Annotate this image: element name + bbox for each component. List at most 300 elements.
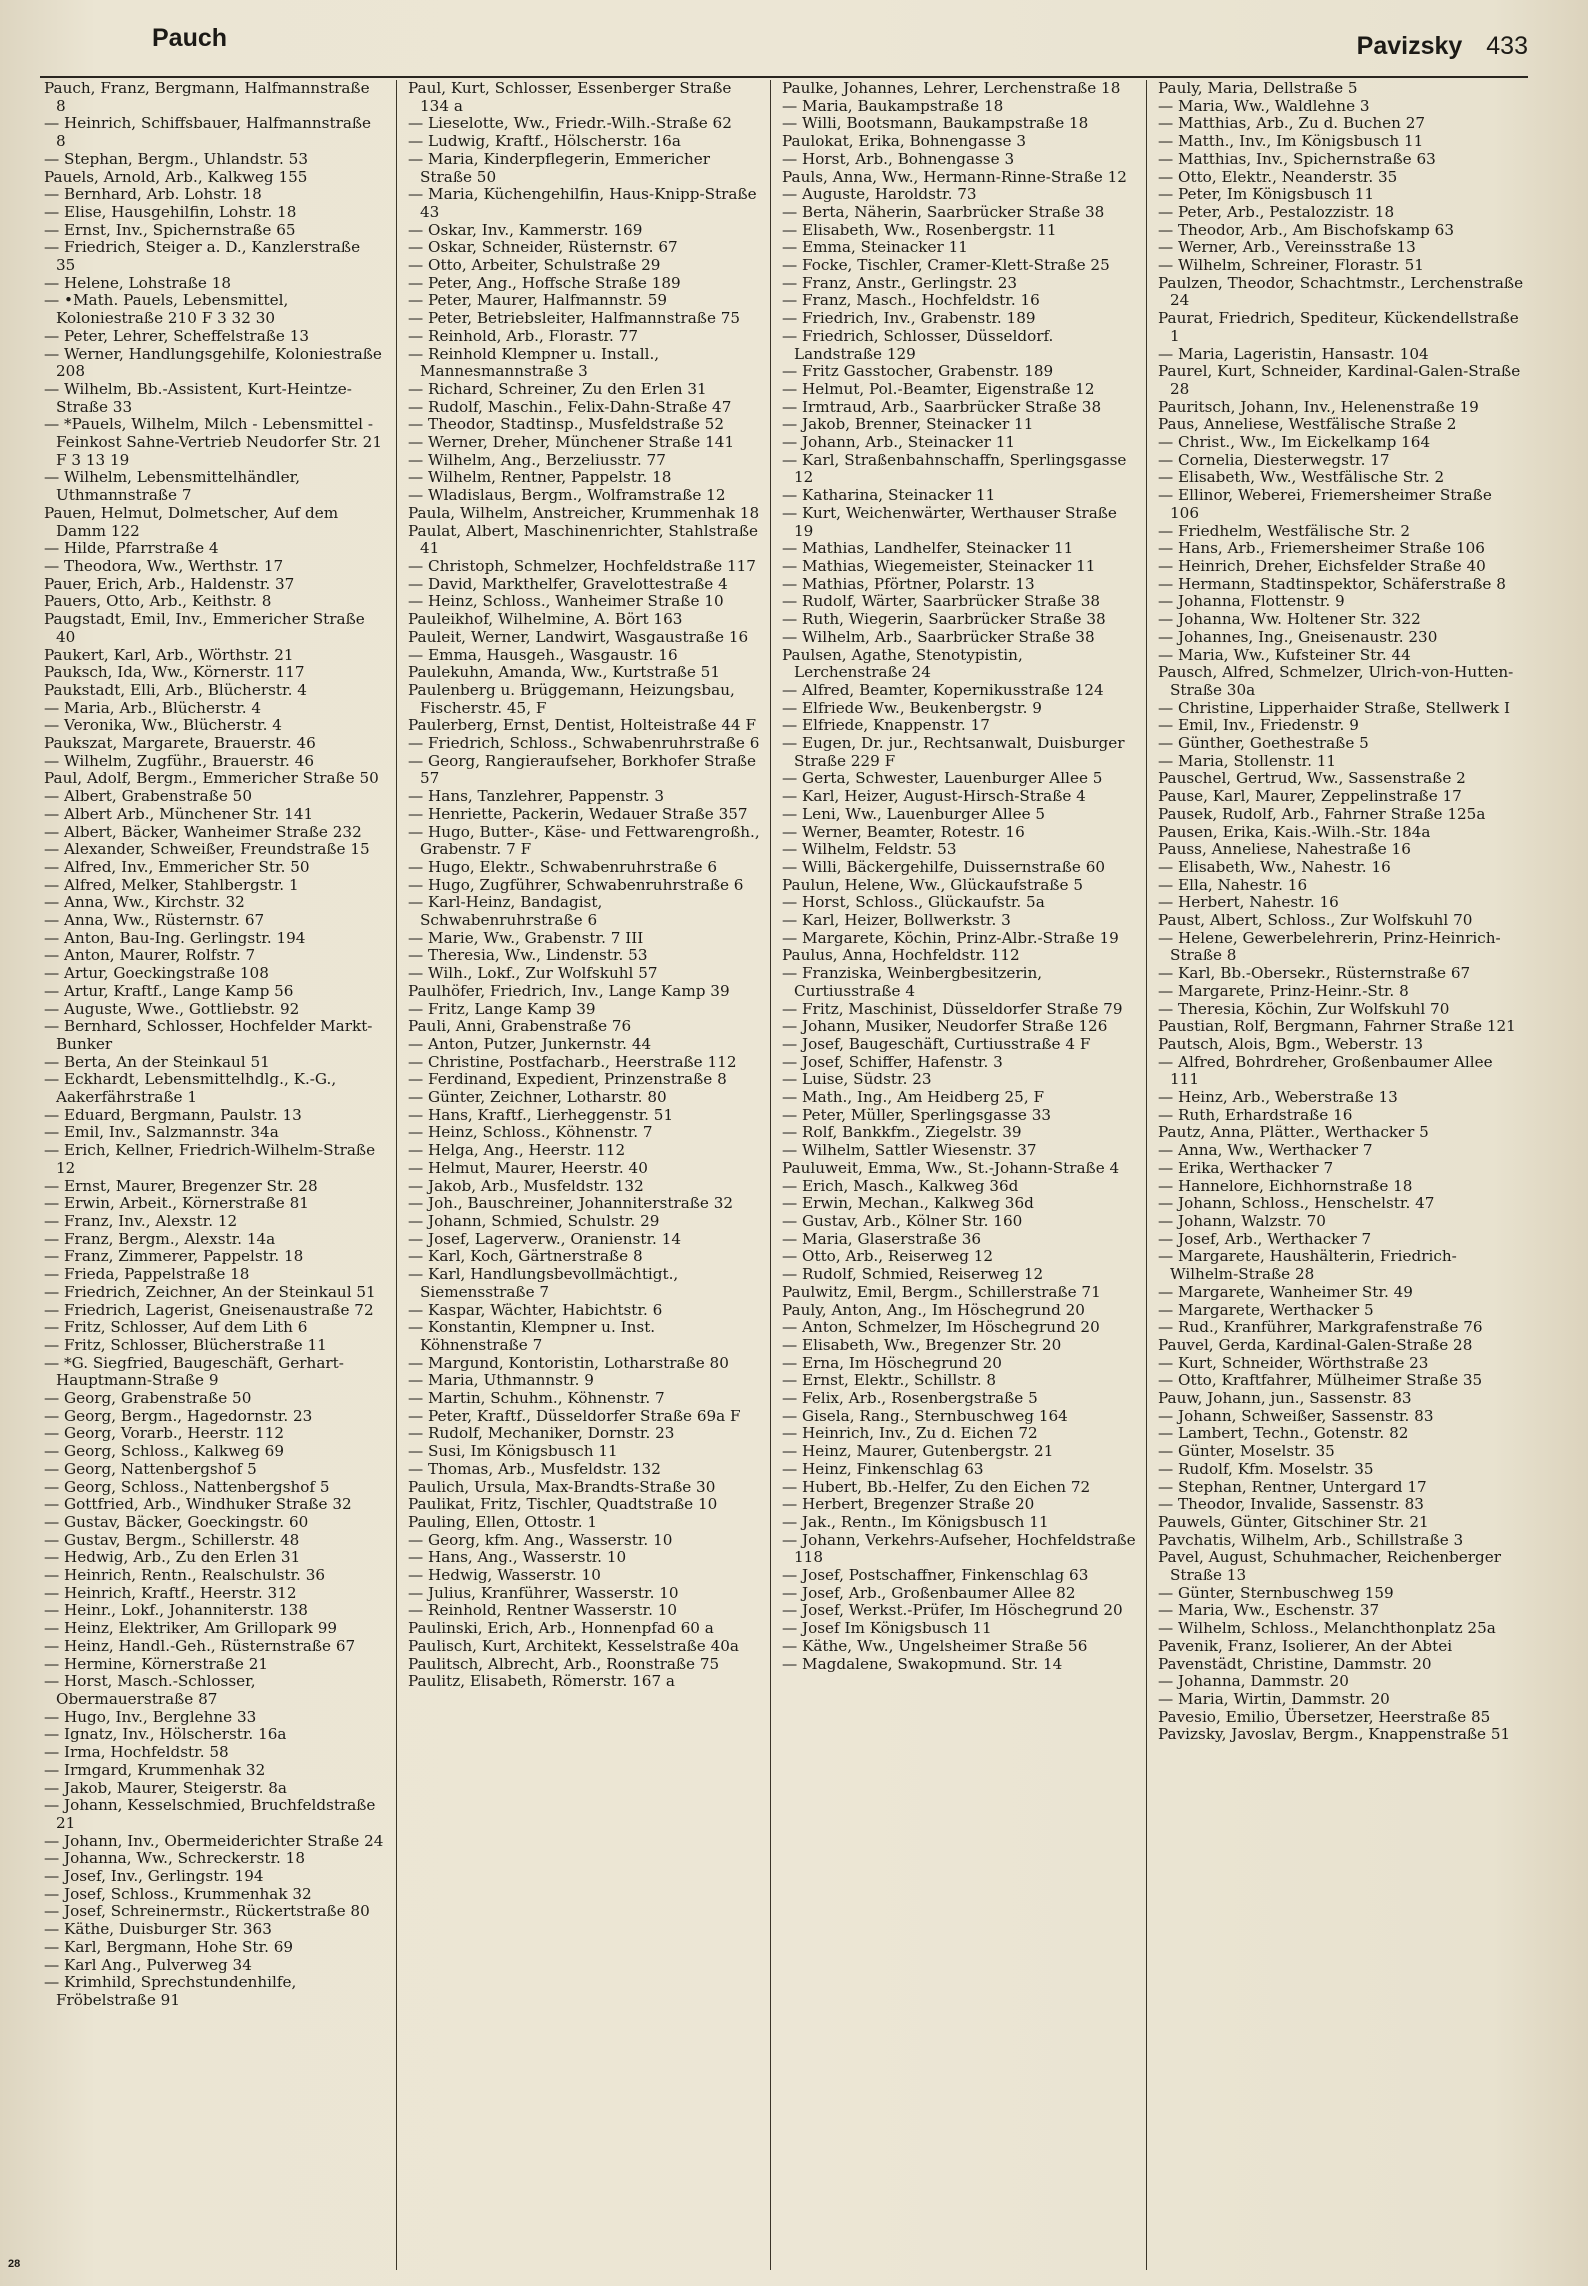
directory-entry: — Friedrich, Zeichner, An der Steinkaul 51 [44, 1282, 376, 1301]
directory-entry: — Oskar, Inv., Kammerstr. 169 [408, 220, 643, 239]
directory-entry: — Alfred, Beamter, Kopernikusstraße 124 [782, 680, 1104, 699]
header-last-entry: Pavizsky [1356, 32, 1463, 60]
directory-entry: — Anna, Ww., Werthacker 7 [1158, 1141, 1373, 1160]
directory-entry: — Otto, Kraftfahrer, Mülheimer Straße 35 [1158, 1371, 1483, 1390]
directory-entry: — Horst, Masch.-Schlosser, Obermauerstraße 87 [44, 1672, 256, 1708]
directory-entry: — Karl, Straßenbahnschaffn, Sperlingsgasse 12 [782, 450, 1127, 487]
directory-entry: — Josef, Schiffer, Hafenstr. 3 [782, 1052, 1003, 1071]
directory-entry: — Veronika, Ww., Blücherstr. 4 [44, 716, 282, 735]
directory-entry: — Margarete, Köchin, Prinz-Albr.-Straße 19 [782, 928, 1119, 947]
directory-entry: — *Pauels, Wilhelm, Milch - Lebensmittel - Feinkost Sahne-Vertrieb Neudorfer Str. 21 F 3 13 19 [44, 415, 382, 469]
directory-entry: Paukstadt, Elli, Arb., Blücherstr. 4 [44, 680, 307, 699]
directory-entry: — Günther, Goethestraße 5 [1158, 734, 1369, 753]
directory-entry: Pauritsch, Johann, Inv., Helenenstraße 19 [1158, 397, 1479, 416]
directory-entry: Pauch, Franz, Bergmann, Halfmannstraße 8 [44, 80, 370, 115]
directory-entry: — Maria, Ww., Eschenstr. 37 [1158, 1601, 1380, 1620]
directory-entry: — Gerta, Schwester, Lauenburger Allee 5 [782, 769, 1103, 788]
directory-entry: — Josef, Schreinermstr., Rückertstraße 80 [44, 1902, 370, 1921]
directory-entry: — Wilhelm, Schreiner, Florastr. 51 [1158, 256, 1424, 275]
directory-entry: — Otto, Arb., Reiserweg 12 [782, 1247, 994, 1266]
directory-entry: — Otto, Arbeiter, Schulstraße 29 [408, 256, 661, 275]
directory-entry: — Friedrich, Inv., Grabenstr. 189 [782, 309, 1036, 328]
directory-entry: Pauvel, Gerda, Kardinal-Galen-Straße 28 [1158, 1335, 1473, 1354]
directory-entry: — Erich, Kellner, Friedrich-Wilhelm-Straße 12 [44, 1141, 376, 1177]
directory-entry: Pauling, Ellen, Ottostr. 1 [408, 1512, 598, 1531]
directory-entry: — Johann, Musiker, Neudorfer Straße 126 [782, 1017, 1108, 1036]
directory-entry: — Hans, Arb., Friemersheimer Straße 106 [1158, 539, 1485, 558]
directory-entry: — Erwin, Arbeit., Körnerstraße 81 [44, 1194, 309, 1213]
directory-entry: Pauer, Erich, Arb., Haldenstr. 37 [44, 574, 295, 593]
directory-entry: — Josef Im Königsbusch 11 [782, 1619, 992, 1638]
directory-entry: — Elisabeth, Ww., Bregenzer Str. 20 [782, 1335, 1062, 1354]
directory-entry: — Auguste, Haroldstr. 73 [782, 185, 977, 204]
directory-entry: — Heinz, Handl.-Geh., Rüsternstraße 67 [44, 1636, 356, 1655]
directory-entry: — Karl, Bergmann, Hohe Str. 69 [44, 1937, 294, 1956]
directory-entry: — Alexander, Schweißer, Freundstraße 15 [44, 840, 370, 859]
directory-entry: — Friedrich, Lagerist, Gneisenaustraße 72 [44, 1300, 374, 1319]
directory-entry: Paul, Adolf, Bergm., Emmericher Straße 50 [44, 769, 379, 788]
directory-entry: — Alfred, Melker, Stahlbergstr. 1 [44, 875, 299, 894]
directory-entry: — Wilhelm, Sattler Wiesenstr. 37 [782, 1141, 1037, 1160]
directory-entry: — Reinhold, Arb., Florastr. 77 [408, 326, 638, 345]
directory-entry: — Helmut, Maurer, Heerstr. 40 [408, 1158, 648, 1177]
directory-entry: — Magdalene, Swakopmund. Str. 14 [782, 1654, 1063, 1673]
directory-entry: Paulisch, Kurt, Architekt, Kesselstraße 40a [408, 1636, 739, 1655]
directory-entry: — Maria, Stollenstr. 11 [1158, 751, 1337, 770]
directory-entry: — Josef, Baugeschäft, Curtiusstraße 4 F [782, 1034, 1091, 1053]
directory-entry: — Maria, Ww., Waldlehne 3 [1158, 96, 1370, 115]
directory-entry: — Elfriede Ww., Beukenbergstr. 9 [782, 698, 1042, 717]
directory-entry: Pautsch, Alois, Bgm., Weberstr. 13 [1158, 1034, 1424, 1053]
directory-entry: — Hedwig, Arb., Zu den Erlen 31 [44, 1548, 301, 1567]
directory-entry: Pauers, Otto, Arb., Keithstr. 8 [44, 592, 272, 611]
directory-entry: — Matthias, Arb., Zu d. Buchen 27 [1158, 114, 1426, 133]
directory-entry: — *G. Siegfried, Baugeschäft, Gerhart-Hauptmann-Straße 9 [44, 1353, 344, 1390]
directory-entry: — Wilhelm, Feldstr. 53 [782, 840, 957, 859]
directory-entry: Paustian, Rolf, Bergmann, Fahrner Straße 121 [1158, 1017, 1516, 1036]
directory-entry: — Rud., Kranführer, Markgrafenstraße 76 [1158, 1318, 1483, 1337]
directory-entry: — Horst, Arb., Bohnengasse 3 [782, 149, 1015, 168]
directory-entry: — Georg, Vorarb., Heerstr. 112 [44, 1424, 285, 1443]
directory-entry: — Hermann, Stadtinspektor, Schäferstraße 8 [1158, 574, 1506, 593]
directory-entry: — Maria, Wirtin, Dammstr. 20 [1158, 1689, 1390, 1708]
directory-entry: — Elisabeth, Ww., Westfälische Str. 2 [1158, 468, 1445, 487]
footer-mark: 28 [8, 2258, 21, 2270]
directory-entry: — Friedrich, Schlosser, Düsseldorf. Landstraße 129 [782, 326, 1054, 363]
directory-entry: — Franz, Bergm., Alexstr. 14a [44, 1229, 276, 1248]
directory-entry: — Thomas, Arb., Musfeldstr. 132 [408, 1459, 661, 1478]
directory-entry: — David, Markthelfer, Gravelottestraße 4 [408, 574, 728, 593]
directory-entry: — Maria, Küchengehilfin, Haus-Knipp-Straße 43 [408, 185, 757, 221]
directory-entry: Pauly, Maria, Dellstraße 5 [1158, 80, 1358, 97]
directory-entry: Paulitz, Elisabeth, Römerstr. 167 a [408, 1672, 675, 1691]
directory-entry: — Krimhild, Sprechstundenhilfe, Fröbelstraße 91 [44, 1973, 297, 2009]
directory-entry: — Peter, Kraftf., Düsseldorfer Straße 69a F [408, 1406, 741, 1425]
directory-entry: — Helene, Lohstraße 18 [44, 273, 232, 292]
directory-entry: — Franziska, Weinbergbesitzerin, Curtiusstraße 4 [782, 964, 1043, 1000]
directory-entry: — Otto, Elektr., Neanderstr. 35 [1158, 167, 1398, 186]
directory-entry: — Johannes, Ing., Gneisenaustr. 230 [1158, 627, 1438, 646]
directory-entry: — Hilde, Pfarrstraße 4 [44, 539, 219, 558]
directory-entry: — Mathias, Landhelfer, Steinacker 11 [782, 539, 1074, 558]
directory-entry: — Erich, Masch., Kalkweg 36d [782, 1176, 1019, 1195]
directory-entry: — Josef, Lagerverw., Oranienstr. 14 [408, 1229, 682, 1248]
directory-entry: — Wilhelm, Zugführ., Brauerstr. 46 [44, 751, 315, 770]
directory-entry: — Gottfried, Arb., Windhuker Straße 32 [44, 1495, 352, 1514]
directory-entry: — Oskar, Schneider, Rüsternstr. 67 [408, 238, 678, 257]
directory-entry: — Maria, Baukampstraße 18 [782, 96, 1004, 115]
directory-entry: — Wladislaus, Bergm., Wolframstraße 12 [408, 486, 726, 505]
directory-entry: Pautz, Anna, Plätter., Werthacker 5 [1158, 1123, 1429, 1142]
directory-entry: — Ludwig, Kraftf., Hölscherstr. 16a [408, 132, 681, 151]
directory-entry: — Richard, Schreiner, Zu den Erlen 31 [408, 379, 707, 398]
directory-entry: — Ella, Nahestr. 16 [1158, 875, 1308, 894]
directory-entry: — Heinz, Elektriker, Am Grillopark 99 [44, 1619, 338, 1638]
page-number: 433 [1486, 32, 1528, 60]
directory-entry: Pavesio, Emilio, Übersetzer, Heerstraße 85 [1158, 1707, 1491, 1726]
directory-entry: — Johann, Inv., Obermeiderichter Straße 24 [44, 1831, 384, 1850]
directory-entry: — Elisabeth, Ww., Nahestr. 16 [1158, 857, 1391, 876]
directory-entry: — Wilhelm, Lebensmittelhändler, Uthmannstraße 7 [44, 468, 301, 505]
directory-entry: — Anna, Ww., Kirchstr. 32 [44, 893, 245, 912]
directory-entry: — Friedhelm, Westfälische Str. 2 [1158, 521, 1411, 540]
directory-entry: — Johanna, Ww., Schreckerstr. 18 [44, 1849, 306, 1868]
directory-entry: — Konstantin, Klempner u. Inst. Köhnenstraße 7 [408, 1318, 656, 1354]
directory-entry: — Fritz Gasstocher, Grabenstr. 189 [782, 362, 1054, 381]
directory-entry: — Anton, Putzer, Junkernstr. 44 [408, 1034, 652, 1053]
directory-entry: — Friedrich, Steiger a. D., Kanzlerstraße 35 [44, 238, 361, 275]
directory-entry: Pausch, Alfred, Schmelzer, Ulrich-von-Hutten-Straße 30a [1158, 663, 1514, 699]
column-4 [1158, 80, 1524, 2270]
directory-entry: — Josef, Arb., Großenbaumer Allee 82 [782, 1583, 1076, 1602]
directory-entry: — Fritz, Lange Kamp 39 [408, 999, 596, 1018]
directory-entry: — Ferdinand, Expedient, Prinzenstraße 8 [408, 1070, 727, 1089]
directory-entry: — Elisabeth, Ww., Rosenbergstr. 11 [782, 220, 1057, 239]
directory-entry: — Karl, Handlungsbevollmächtigt., Siemensstraße 7 [408, 1265, 679, 1301]
directory-entry: — Franz, Inv., Alexstr. 12 [44, 1212, 238, 1230]
directory-entry: — Karl, Heizer, August-Hirsch-Straße 4 [782, 787, 1086, 806]
header-last-entry-block [1357, 32, 1528, 61]
column-divider [770, 80, 771, 2270]
directory-entry: — Ernst, Inv., Spichernstraße 65 [44, 220, 296, 239]
directory-entry: — Artur, Kraftf., Lange Kamp 56 [44, 981, 294, 1000]
directory-entry: — Julius, Kranführer, Wasserstr. 10 [408, 1583, 679, 1602]
column-2 [408, 80, 760, 2270]
directory-entry: — Rolf, Bankkfm., Ziegelstr. 39 [782, 1123, 1022, 1142]
directory-entry: — Johanna, Dammstr. 20 [1158, 1672, 1349, 1691]
directory-entry: — Wilh., Lokf., Zur Wolfskuhl 57 [408, 964, 658, 983]
directory-entry: Paulzen, Theodor, Schachtmstr., Lerchenstraße 24 [1158, 273, 1524, 310]
directory-entry: Pavel, August, Schuhmacher, Reichenberger Straße 13 [1158, 1548, 1501, 1585]
directory-entry: Pauly, Anton, Ang., Im Höschegrund 20 [782, 1300, 1085, 1319]
directory-entry: Paulhöfer, Friedrich, Inv., Lange Kamp 39 [408, 981, 730, 1000]
directory-entry: — Karl Ang., Pulverweg 34 [44, 1955, 252, 1974]
directory-entry: — Wilhelm, Bb.-Assistent, Kurt-Heintze-Straße 33 [44, 379, 352, 416]
directory-entry: — Peter, Lehrer, Scheffelstraße 13 [44, 326, 310, 345]
directory-entry: — Franz, Zimmerer, Pappelstr. 18 [44, 1247, 304, 1266]
directory-entry: — Auguste, Wwe., Gottliebstr. 92 [44, 999, 300, 1018]
directory-entry: — Günter, Moselstr. 35 [1158, 1442, 1335, 1461]
directory-entry: — Werner, Dreher, Münchener Straße 141 [408, 433, 735, 452]
directory-entry: — Fritz, Maschinist, Düsseldorfer Straße 79 [782, 999, 1123, 1018]
directory-entry: — Herbert, Bregenzer Straße 20 [782, 1495, 1035, 1514]
directory-entry: — Hedwig, Wasserstr. 10 [408, 1566, 601, 1585]
directory-entry: — Theresia, Ww., Lindenstr. 53 [408, 946, 648, 965]
directory-entry: — Cornelia, Diesterwegstr. 17 [1158, 450, 1390, 469]
directory-entry: — Irmgard, Krummenhak 32 [44, 1760, 266, 1779]
directory-entry: — Felix, Arb., Rosenbergstraße 5 [782, 1389, 1038, 1408]
directory-entry: — Christoph, Schmelzer, Hochfeldstraße 117 [408, 556, 756, 575]
directory-entry: — Rudolf, Schmied, Reiserweg 12 [782, 1265, 1044, 1284]
directory-entry: — Rudolf, Wärter, Saarbrücker Straße 38 [782, 592, 1101, 611]
directory-entry: Paus, Anneliese, Westfälische Straße 2 [1158, 415, 1457, 434]
directory-entry: Pauschel, Gertrud, Ww., Sassenstraße 2 [1158, 769, 1466, 788]
directory-entry: — Georg, Rangieraufseher, Borkhofer Straße 57 [408, 751, 756, 788]
directory-entry: — Gustav, Arb., Kölner Str. 160 [782, 1212, 1023, 1230]
directory-entry: — Herbert, Nahestr. 16 [1158, 893, 1339, 912]
directory-entry: — Johann, Schloss., Henschelstr. 47 [1158, 1194, 1435, 1213]
directory-entry: — Math., Ing., Am Heidberg 25, F [782, 1088, 1045, 1107]
directory-entry: Pauluweit, Emma, Ww., St.-Johann-Straße 4 [782, 1158, 1120, 1177]
directory-entry: Pavchatis, Wilhelm, Arb., Schillstraße 3 [1158, 1530, 1464, 1549]
directory-entry: — Bernhard, Arb. Lohstr. 18 [44, 185, 262, 204]
directory-entry: — Günter, Sternbuschweg 159 [1158, 1583, 1394, 1602]
header-first-entry: Pauch [152, 24, 228, 52]
directory-entry: — Gustav, Bäcker, Goeckingstr. 60 [44, 1512, 309, 1531]
directory-entry: — Elise, Hausgehilfin, Lohstr. 18 [44, 202, 297, 221]
directory-entry: — Rudolf, Maschin., Felix-Dahn-Straße 47 [408, 397, 732, 416]
directory-entry: — Theodor, Stadtinsp., Musfeldstraße 52 [408, 415, 725, 434]
directory-entry: — Irma, Hochfeldstr. 58 [44, 1743, 229, 1762]
directory-entry: Pause, Karl, Maurer, Zeppelinstraße 17 [1158, 787, 1462, 806]
directory-entry: — Georg, Nattenbergshof 5 [44, 1459, 257, 1478]
directory-entry: Paulke, Johannes, Lehrer, Lerchenstraße 18 [782, 80, 1121, 97]
directory-entry: Pauw, Johann, jun., Sassenstr. 83 [1158, 1389, 1412, 1408]
directory-entry: — Heinrich, Rentn., Realschulstr. 36 [44, 1566, 326, 1585]
directory-entry: — Hans, Tanzlehrer, Pappenstr. 3 [408, 787, 665, 806]
directory-entry: — Maria, Lageristin, Hansastr. 104 [1158, 344, 1429, 363]
directory-entry: — Ruth, Erhardstraße 16 [1158, 1105, 1353, 1124]
directory-entry: — Mathias, Pförtner, Polarstr. 13 [782, 574, 1035, 593]
directory-entry: — Maria, Uthmannstr. 9 [408, 1371, 594, 1390]
directory-entry: — Peter, Maurer, Halfmannstr. 59 [408, 291, 668, 310]
directory-entry: Paulikat, Fritz, Tischler, Quadtstraße 10 [408, 1495, 718, 1514]
directory-entry: — Hans, Kraftf., Lierheggenstr. 51 [408, 1105, 674, 1124]
directory-entry: — Emil, Inv., Friedenstr. 9 [1158, 716, 1359, 735]
directory-entry: — Käthe, Ww., Ungelsheimer Straße 56 [782, 1636, 1088, 1655]
column-1 [44, 80, 384, 2270]
directory-entry: — Fritz, Schlosser, Blücherstraße 11 [44, 1335, 327, 1354]
directory-entry: — Hugo, Butter-, Käse- und Fettwarengroßh., Grabenstr. 7 F [408, 822, 760, 859]
directory-entry: — Fritz, Schlosser, Auf dem Lith 6 [44, 1318, 308, 1337]
directory-entry: — Hugo, Zugführer, Schwabenruhrstraße 6 [408, 875, 744, 894]
directory-entry: Paulat, Albert, Maschinenrichter, Stahlstraße 41 [408, 521, 758, 558]
directory-entry: — Eugen, Dr. jur., Rechtsanwalt, Duisburger Straße 229 F [782, 734, 1125, 770]
directory-entry: — Margarete, Werthacker 5 [1158, 1300, 1374, 1319]
directory-entry: — Franz, Anstr., Gerlingstr. 23 [782, 273, 1018, 292]
directory-entry: — Elfriede, Knappenstr. 17 [782, 716, 990, 735]
directory-entry: — Karl-Heinz, Bandagist, Schwabenruhrstraße 6 [408, 893, 603, 930]
directory-entry: — Karl, Bb.-Obersekr., Rüsternstraße 67 [1158, 964, 1471, 983]
directory-entry: — Hans, Ang., Wasserstr. 10 [408, 1548, 627, 1567]
directory-entry: — Willi, Bootsmann, Baukampstraße 18 [782, 114, 1089, 133]
directory-entry: — Johanna, Ww. Holtener Str. 322 [1158, 610, 1421, 629]
directory-entry: — Focke, Tischler, Cramer-Klett-Straße 25 [782, 256, 1110, 275]
directory-entry: — •Math. Pauels, Lebensmittel, Koloniestraße 210 F 3 32 30 [44, 291, 289, 328]
directory-entry: — Werner, Handlungsgehilfe, Koloniestraße 208 [44, 344, 382, 381]
directory-entry: Paulerberg, Ernst, Dentist, Holteistraße 44 F [408, 716, 757, 735]
directory-entry: — Wilhelm, Arb., Saarbrücker Straße 38 [782, 627, 1095, 646]
directory-entry: Pauls, Anna, Ww., Hermann-Rinne-Straße 12 [782, 167, 1127, 186]
directory-entry: Pausen, Erika, Kais.-Wilh.-Str. 184a [1158, 822, 1431, 841]
directory-entry: — Karl, Koch, Gärtnerstraße 8 [408, 1247, 643, 1266]
directory-entry: — Rudolf, Mechaniker, Dornstr. 23 [408, 1424, 675, 1443]
directory-entry: — Erwin, Mechan., Kalkweg 36d [782, 1194, 1034, 1213]
directory-entry: Paulich, Ursula, Max-Brandts-Straße 30 [408, 1477, 716, 1496]
directory-entry: — Peter, Ang., Hoffsche Straße 189 [408, 273, 681, 292]
directory-entry: — Lieselotte, Ww., Friedr.-Wilh.-Straße 62 [408, 114, 732, 133]
directory-entry: — Mathias, Wiegemeister, Steinacker 11 [782, 556, 1096, 575]
directory-entry: — Käthe, Duisburger Str. 363 [44, 1920, 272, 1939]
directory-entry: — Theodor, Arb., Am Bischofskamp 63 [1158, 220, 1454, 239]
column-divider [396, 80, 397, 2270]
directory-entry: — Ruth, Wiegerin, Saarbrücker Straße 38 [782, 610, 1106, 629]
directory-entry: — Reinhold, Rentner Wasserstr. 10 [408, 1601, 678, 1620]
directory-entry: — Hannelore, Eichhornstraße 18 [1158, 1176, 1413, 1195]
directory-entry: — Emma, Steinacker 11 [782, 238, 968, 257]
directory-entry: — Heinr., Lokf., Johanniterstr. 138 [44, 1601, 308, 1620]
directory-entry: — Friedrich, Schloss., Schwabenruhrstraße 6 [408, 734, 760, 753]
directory-entry: — Johanna, Flottenstr. 9 [1158, 592, 1345, 611]
directory-entry: — Gisela, Rang., Sternbuschweg 164 [782, 1406, 1068, 1425]
directory-entry: — Kaspar, Wächter, Habichtstr. 6 [408, 1300, 663, 1319]
directory-entry: — Margarete, Prinz-Heinr.-Str. 8 [1158, 981, 1409, 1000]
directory-entry: — Josef, Arb., Werthacker 7 [1158, 1229, 1372, 1248]
directory-entry: — Erna, Im Höschegrund 20 [782, 1353, 1002, 1372]
directory-entry: — Kurt, Schneider, Wörthstraße 23 [1158, 1353, 1429, 1372]
directory-entry: — Maria, Arb., Blücherstr. 4 [44, 698, 262, 717]
directory-entry: — Stephan, Bergm., Uhlandstr. 53 [44, 149, 308, 168]
directory-entry: — Christine, Postfacharb., Heerstraße 112 [408, 1052, 737, 1071]
directory-entry: — Georg, Schloss., Kalkweg 69 [44, 1442, 285, 1461]
directory-entry: — Jakob, Arb., Musfeldstr. 132 [408, 1176, 644, 1195]
directory-entry: — Reinhold Klempner u. Install., Mannesmannstraße 3 [408, 344, 660, 381]
directory-entry: — Josef, Postschaffner, Finkenschlag 63 [782, 1566, 1089, 1585]
directory-entry: — Alfred, Bohrdreher, Großenbaumer Allee 111 [1158, 1052, 1493, 1089]
directory-entry: — Hermine, Körnerstraße 21 [44, 1654, 269, 1673]
directory-entry: — Albert, Bäcker, Wanheimer Straße 232 [44, 822, 362, 841]
directory-entry: — Heinz, Schloss., Köhnenstr. 7 [408, 1123, 653, 1142]
directory-entry: — Eduard, Bergmann, Paulstr. 13 [44, 1105, 302, 1124]
directory-entry: Paulenberg u. Brüggemann, Heizungsbau, Fischerstr. 45, F [408, 680, 735, 717]
directory-entry: — Josef, Schloss., Krummenhak 32 [44, 1884, 312, 1903]
directory-entry: — Helene, Gewerbelehrerin, Prinz-Heinrich-Straße 8 [1158, 928, 1501, 965]
directory-entry: — Georg, Bergm., Hagedornstr. 23 [44, 1406, 313, 1425]
directory-entry: Pauli, Anni, Grabenstraße 76 [408, 1017, 632, 1036]
directory-entry: — Johann, Schmied, Schulstr. 29 [408, 1212, 660, 1230]
directory-entry: — Wilhelm, Schloss., Melanchthonplatz 25a [1158, 1619, 1496, 1638]
directory-entry: Paurat, Friedrich, Spediteur, Kückendellstraße 1 [1158, 309, 1519, 345]
directory-entry: — Anna, Ww., Rüsternstr. 67 [44, 911, 265, 930]
directory-entry: — Marie, Ww., Grabenstr. 7 III [408, 928, 644, 947]
directory-entry: — Emil, Inv., Salzmannstr. 34a [44, 1123, 279, 1142]
directory-entry: — Albert, Grabenstraße 50 [44, 787, 253, 806]
directory-entry: — Bernhard, Schlosser, Hochfelder Markt-Bunker [44, 1017, 373, 1053]
directory-entry: Pauwels, Günter, Gitschiner Str. 21 [1158, 1512, 1429, 1531]
directory-entry: — Luise, Südstr. 23 [782, 1070, 932, 1089]
directory-entry: — Matth., Inv., Im Königsbusch 11 [1158, 132, 1424, 151]
directory-entry: — Hugo, Inv., Berglehne 33 [44, 1707, 257, 1726]
directory-entry: — Werner, Arb., Vereinsstraße 13 [1158, 238, 1416, 257]
directory-entry: — Johann, Verkehrs-Aufseher, Hochfeldstraße 118 [782, 1530, 1136, 1567]
directory-entry: Paugstadt, Emil, Inv., Emmericher Straße 40 [44, 610, 365, 646]
directory-entry: — Joh., Bauschreiner, Johanniterstraße 32 [408, 1194, 734, 1213]
directory-entry: Paulus, Anna, Hochfeldstr. 112 [782, 946, 1020, 965]
column-3 [782, 80, 1136, 2270]
directory-entry: — Christine, Lipperhaider Straße, Stellwerk I [1158, 698, 1510, 717]
directory-entry: — Theodor, Invalide, Sassenstr. 83 [1158, 1495, 1424, 1514]
directory-entry: — Margund, Kontoristin, Lotharstraße 80 [408, 1353, 729, 1372]
directory-entry: — Emma, Hausgeh., Wasgaustr. 16 [408, 645, 678, 664]
directory-entry: — Gustav, Bergm., Schillerstr. 48 [44, 1530, 300, 1549]
directory-entry: — Hubert, Bb.-Helfer, Zu den Eichen 72 [782, 1477, 1091, 1496]
directory-entry: — Heinz, Finkenschlag 63 [782, 1459, 984, 1478]
directory-entry: — Irmtraud, Arb., Saarbrücker Straße 38 [782, 397, 1102, 416]
directory-entry: — Christ., Ww., Im Eickelkamp 164 [1158, 433, 1431, 452]
directory-entry: Paust, Albert, Schloss., Zur Wolfskuhl 70 [1158, 911, 1473, 930]
directory-entry: — Maria, Kinderpflegerin, Emmericher Straße 50 [408, 149, 711, 186]
directory-entry: — Ernst, Elektr., Schillstr. 8 [782, 1371, 997, 1390]
directory-entry: Paulwitz, Emil, Bergm., Schillerstraße 71 [782, 1282, 1101, 1301]
directory-entry: — Theresia, Köchin, Zur Wolfskuhl 70 [1158, 999, 1450, 1018]
directory-entry: — Jakob, Maurer, Steigerstr. 8a [44, 1778, 287, 1797]
directory-entry: — Stephan, Rentner, Untergard 17 [1158, 1477, 1427, 1496]
directory-entry: — Wilhelm, Ang., Berzeliusstr. 77 [408, 450, 666, 469]
page-header [40, 22, 1528, 74]
directory-entry: Pausek, Rudolf, Arb., Fahrner Straße 125a [1158, 804, 1486, 823]
directory-entry: — Heinz, Arb., Weberstraße 13 [1158, 1088, 1398, 1107]
directory-entry: — Horst, Schloss., Glückaufstr. 5a [782, 893, 1045, 912]
directory-entry: Pauss, Anneliese, Nahestraße 16 [1158, 840, 1411, 859]
directory-entry: — Heinrich, Inv., Zu d. Eichen 72 [782, 1424, 1038, 1443]
directory-entry: — Frieda, Pappelstraße 18 [44, 1265, 250, 1284]
directory-entry: — Ellinor, Weberei, Friemersheimer Straße 106 [1158, 486, 1492, 522]
directory-entry: — Hugo, Elektr., Schwabenruhrstraße 6 [408, 857, 718, 876]
directory-entry: — Werner, Beamter, Rotestr. 16 [782, 822, 1025, 841]
directory-entry: — Henriette, Packerin, Wedauer Straße 357 [408, 804, 748, 823]
directory-entry: — Heinrich, Schiffsbauer, Halfmannstraße 8 [44, 114, 372, 151]
directory-entry: — Heinrich, Dreher, Eichsfelder Straße 40 [1158, 556, 1486, 575]
directory-entry: Paukert, Karl, Arb., Wörthstr. 21 [44, 645, 294, 664]
directory-entry: Pauleikhof, Wilhelmine, A. Bört 163 [408, 610, 683, 629]
directory-entry: — Heinz, Schloss., Wanheimer Straße 10 [408, 592, 724, 611]
directory-entry: — Berta, An der Steinkaul 51 [44, 1052, 270, 1071]
directory-entry: — Margarete, Wanheimer Str. 49 [1158, 1282, 1413, 1301]
directory-entry: — Susi, Im Königsbusch 11 [408, 1442, 618, 1461]
directory-entry: Paulitsch, Albrecht, Arb., Roonstraße 75 [408, 1654, 720, 1673]
directory-entry: — Georg, kfm. Ang., Wasserstr. 10 [408, 1530, 673, 1549]
directory-entry: — Maria, Ww., Kufsteiner Str. 44 [1158, 645, 1411, 664]
directory-entry: — Josef, Werkst.-Prüfer, Im Höschegrund 20 [782, 1601, 1123, 1620]
directory-entry: — Johann, Walzstr. 70 [1158, 1212, 1326, 1230]
directory-entry: — Margarete, Haushälterin, Friedrich-Wilhelm-Straße 28 [1158, 1247, 1457, 1284]
directory-entry: — Johann, Kesselschmied, Bruchfeldstraße 21 [44, 1796, 376, 1832]
directory-entry: — Georg, Schloss., Nattenbergshof 5 [44, 1477, 330, 1496]
directory-entry: — Maria, Glaserstraße 36 [782, 1229, 982, 1248]
directory-entry: — Kurt, Weichenwärter, Werthauser Straße 19 [782, 503, 1117, 540]
directory-entry: — Erika, Werthacker 7 [1158, 1158, 1334, 1177]
directory-entry: Paulokat, Erika, Bohnengasse 3 [782, 132, 1026, 151]
